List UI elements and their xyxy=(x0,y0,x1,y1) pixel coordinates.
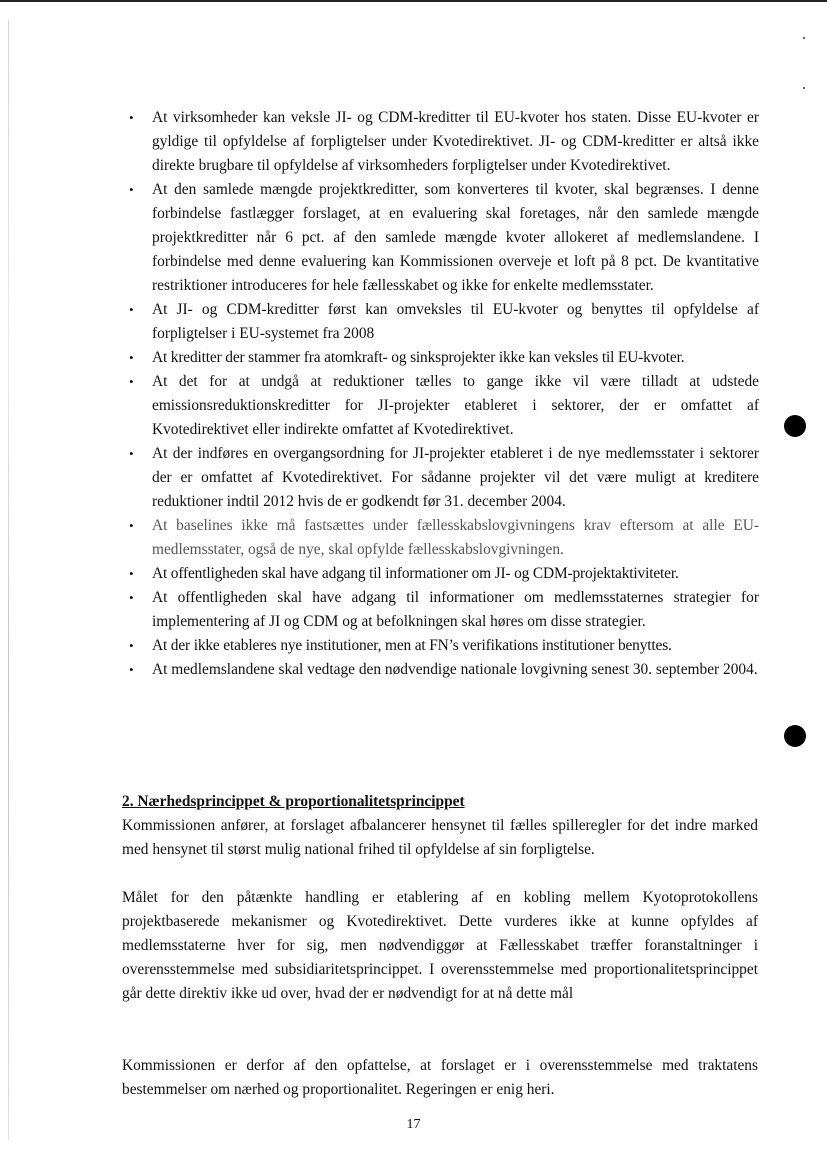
list-item-text: At virksomheder kan veksle JI- og CDM-kreditter til EU-kvoter hos staten. Disse EU-kvoter er gyldige til opfyldelse af forpligtelser under Kvotedirektivet. JI- og CDM-kreditter er altså ikke direkte brugbare til opfyldelse af virksomheders forpligtelser under Kvotedirektivet. xyxy=(152,109,759,174)
page-number: 17 xyxy=(406,1117,421,1132)
list-item-text: At der ikke etableres nye institutioner, men at FN’s verifikations institutioner benyttes. xyxy=(152,637,672,654)
list-item-text: At kreditter der stammer fra atomkraft- og sinksprojekter ikke kan veksles til EU-kvoter. xyxy=(152,349,685,366)
list-item xyxy=(129,586,759,634)
bullet-icon: • xyxy=(129,110,134,125)
list-item xyxy=(129,514,759,562)
bullet-icon: • xyxy=(129,590,134,605)
list-item-text: At der indføres en overgangsordning for JI-projekter etableret i de nye medlemsstater i sektorer der er omfattet af Kvotedirektivet. For sådanne projekter vil det være muligt at kreditere reduktioner indtil 2012 hvis de er godkendt før 31. december 2004. xyxy=(152,445,759,510)
bullet-icon: • xyxy=(129,374,134,389)
list-item xyxy=(129,562,759,586)
bullet-icon: • xyxy=(129,662,134,677)
left-scan-edge xyxy=(8,20,9,1140)
list-item-text: At det for at undgå at reduktioner tælles to gange ikke vil være tilladt at udstede emissionsreduktionskreditter for JI-projekter etableret i sektorer, der er omfattet af Kvotedirektivet eller indirekte omfattet af Kvotedirektivet. xyxy=(152,373,759,438)
list-item xyxy=(129,370,759,442)
top-scan-rule xyxy=(0,0,827,2)
bullet-icon: • xyxy=(129,182,134,197)
bullet-icon: • xyxy=(129,638,134,653)
paragraph-block xyxy=(122,886,758,1006)
list-item-text: At den samlede mængde projektkreditter, som konverteres til kvoter, skal begrænses. I denne forbindelse fastlægger forslaget, at en evaluering skal foretages, når den samlede mængde projektkreditter når 6 pct. af den samlede mængde kvoter allokeret af medlemslandene. I forbindelse med denne evaluering kan Kommissionen overveje et loft på 8 pct. De kvantitative restriktioner introduceres for hele fællesskabet og ikke for enkelte medlemsstater. xyxy=(152,181,759,294)
list-item xyxy=(129,634,759,658)
list-item xyxy=(129,346,759,370)
list-item-text: At offentligheden skal have adgang til informationer om medlemsstaternes strategier for implementering af JI og CDM og at befolkningen skal høres om disse strategier. xyxy=(152,589,759,630)
bullet-icon: • xyxy=(129,566,134,581)
section-block xyxy=(122,790,758,862)
list-item xyxy=(129,106,759,178)
list-item-text: At JI- og CDM-kreditter først kan omveksles til EU-kvoter og benyttes til opfyldelse af forpligtelser i EU-systemet fra 2008 xyxy=(152,301,759,342)
scan-speck xyxy=(803,37,805,39)
paragraph: Målet for den påtænkte handling er etablering af en kobling mellem Kyotoprotokollens projektbaserede mekanismer og Kvotedirektivet. Dette vurderes ikke at kunne opfyldes af medlemsstaterne hver for sig, men nødvendiggør at Fællesskabet træffer foranstaltninger i overensstemmelse med subsidiaritetsprincippet. I overensstemmelse med proportionalitetsprincippet går dette direktiv ikke ud over, hvad der er nødvendigt for at nå dette mål xyxy=(122,889,758,1002)
list-item xyxy=(129,658,759,682)
list-item xyxy=(129,178,759,298)
punch-hole xyxy=(784,725,806,747)
bullet-icon: • xyxy=(129,350,134,365)
bullet-icon: • xyxy=(129,302,134,317)
bullet-icon: • xyxy=(129,446,134,461)
list-item-text: At baselines ikke må fastsættes under fællesskabslovgivningens krav eftersom at alle EU-medlemsstater, også de nye, skal opfylde fællesskabslovgivningen. xyxy=(152,517,759,558)
paragraph: Kommissionen anfører, at forslaget afbalancerer hensynet til fælles spilleregler for det indre marked med hensynet til størst mulig national frihed til opfyldelse af sin forpligtelse. xyxy=(122,817,758,858)
list-item xyxy=(129,442,759,514)
list-item xyxy=(129,298,759,346)
paragraph: Kommissionen er derfor af den opfattelse, at forslaget er i overensstemmelse med traktatens bestemmelser om nærhed og proportionalitet. Regeringen er enig heri. xyxy=(122,1057,758,1098)
punch-hole xyxy=(784,415,806,437)
bullet-icon: • xyxy=(129,518,134,533)
bullet-list xyxy=(129,106,759,682)
list-item-text: At offentligheden skal have adgang til informationer om JI- og CDM-projektaktiviteter. xyxy=(152,565,679,582)
section-heading: 2. Nærhedsprincippet & proportionalitetsprincippet xyxy=(122,793,465,810)
paragraph-block xyxy=(122,1054,758,1102)
scan-speck xyxy=(803,87,805,89)
list-item-text: At medlemslandene skal vedtage den nødvendige nationale lovgivning senest 30. september 2004. xyxy=(152,661,758,678)
